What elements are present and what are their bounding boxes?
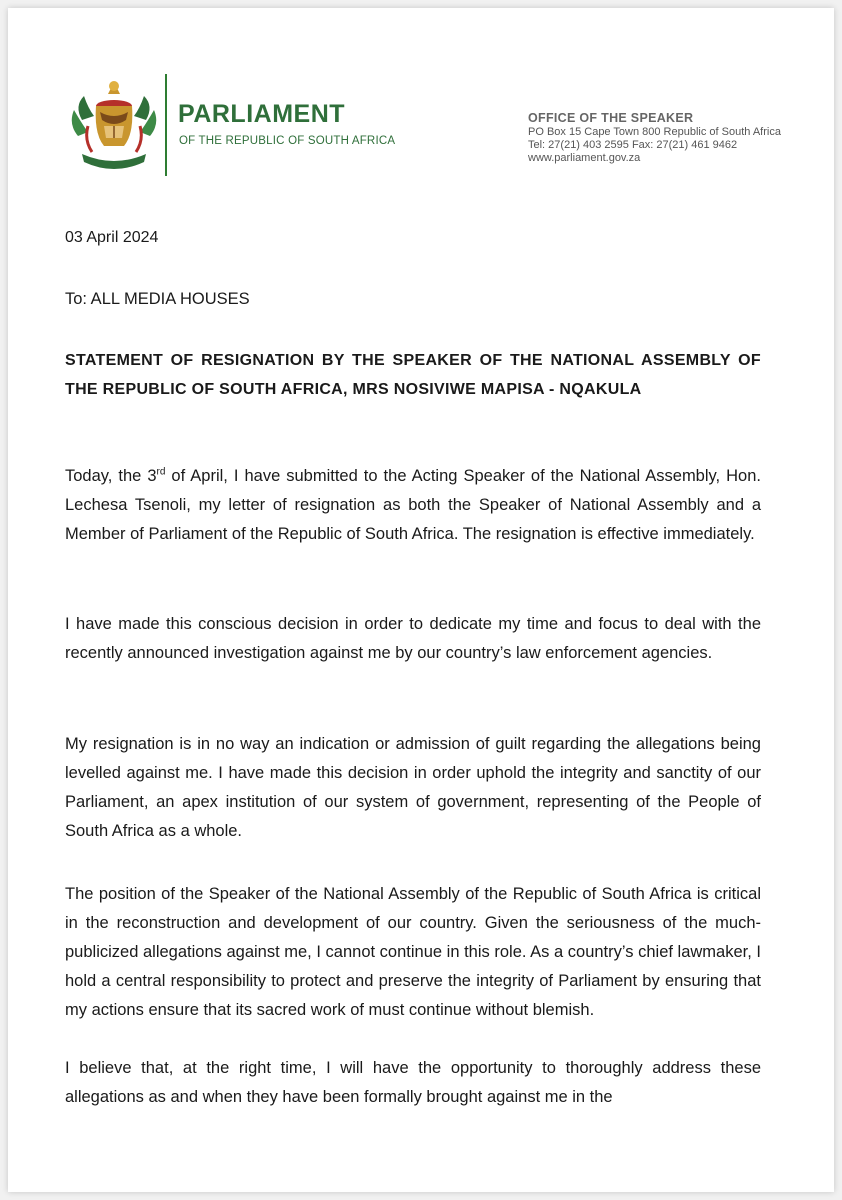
paragraph-1	[65, 462, 761, 549]
org-subtitle: OF THE REPUBLIC OF SOUTH AFRICA	[179, 135, 396, 147]
office-address: PO Box 15 Cape Town 800 Republic of South Africa	[528, 126, 781, 138]
ordinal-suffix: rd	[156, 466, 166, 478]
letter-date: 03 April 2024	[65, 229, 159, 246]
paragraph-3: My resignation is in no way an indication or admission of guilt regarding the allegations being levelled against me. I have made this decision in order uphold the integrity and sanctity of our Parliament, an apex institution of our system of government, representing of the People of South Africa as a whole.	[65, 735, 761, 840]
paragraph-1-start: Today, the 3	[65, 467, 157, 485]
org-name: PARLIAMENT	[178, 100, 346, 128]
office-phone: Tel: 27(21) 403 2595 Fax: 27(21) 461 9462	[528, 139, 738, 151]
letter-page	[8, 8, 834, 1192]
coat-of-arms-icon	[64, 76, 164, 176]
office-title: OFFICE OF THE SPEAKER	[528, 111, 694, 125]
office-contact-block	[528, 112, 781, 165]
paragraph-2: I have made this conscious decision in order to dedicate my time and focus to deal with the recently announced investigation against me by our country’s law enforcement agencies.	[65, 615, 761, 662]
header-divider	[165, 74, 167, 176]
letter-subject: STATEMENT OF RESIGNATION BY THE SPEAKER OF THE NATIONAL ASSEMBLY OF THE REPUBLIC OF SOUTH AFRICA, MRS NOSIVIWE MAPISA - NQAKULA	[65, 352, 761, 398]
paragraph-5: I believe that, at the right time, I will have the opportunity to thoroughly address these allegations as and when they have been formally brought against me in the	[65, 1059, 761, 1106]
paragraph-4: The position of the Speaker of the National Assembly of the Republic of South Africa is critical in the reconstruction and development of our country. Given the seriousness of the much-publicized allegations against me, I cannot continue in this role. As a country’s chief lawmaker, I hold a central responsibility to protect and preserve the integrity of Parliament by ensuring that my actions ensure that its sacred work of must continue without blemish.	[65, 885, 761, 1019]
paragraph-1-rest: of April, I have submitted to the Acting Speaker of the National Assembly, Hon. Lechesa Tsenoli, my letter of resignation as both the Speaker of National Assembly and a Member of Parliament of the Republic of South Africa. The resignation is effective immediately.	[65, 467, 761, 543]
office-website: www.parliament.gov.za	[528, 152, 641, 164]
letter-recipient: To: ALL MEDIA HOUSES	[65, 290, 250, 308]
